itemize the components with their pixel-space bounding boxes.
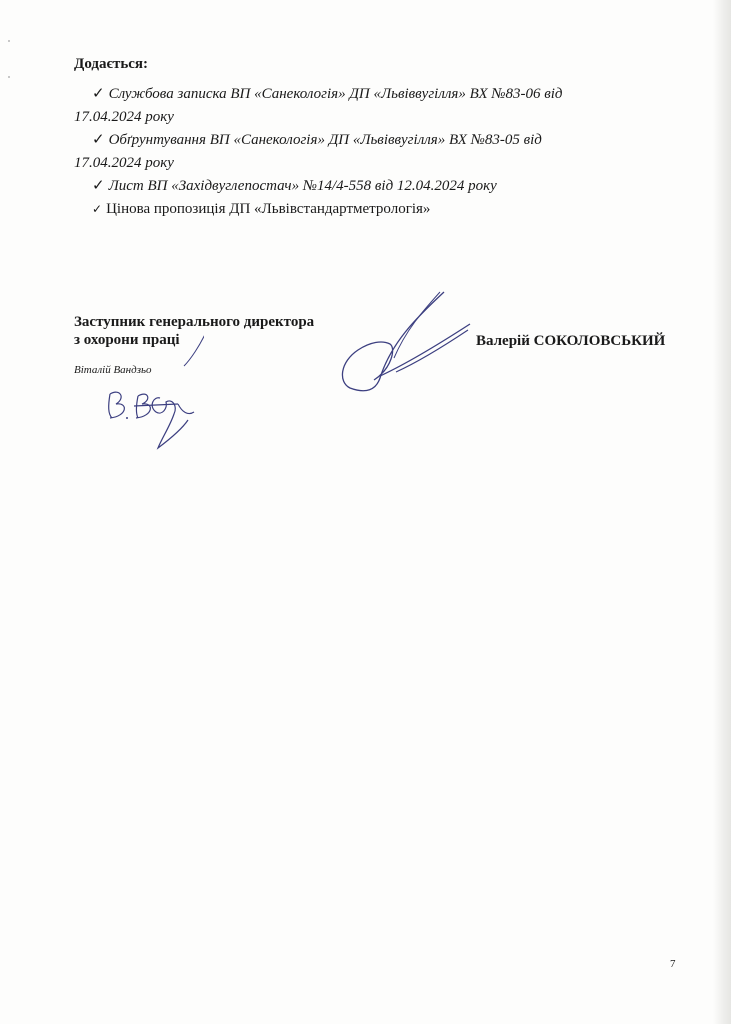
attachment-text: Цінова пропозиція ДП «Львівстандартметрологія» (106, 201, 431, 217)
attachments-list (74, 83, 674, 221)
attachment-item (74, 198, 674, 221)
checkmark-icon: ✓ (92, 132, 105, 148)
signer-position-line1: Заступник генерального директора (74, 314, 315, 330)
attachment-item (74, 83, 674, 129)
page-number: 7 (670, 958, 676, 970)
attachment-text-continued: 17.04.2024 року (74, 155, 174, 171)
attachment-text-continued: 17.04.2024 року (74, 109, 174, 125)
scan-edge-shadow (713, 0, 731, 1024)
director-signature-icon (336, 288, 476, 398)
checkmark-icon: ✓ (92, 86, 105, 102)
checkmark-icon: ✓ (92, 178, 105, 194)
attachment-text: Обґрунтування ВП «Санекологія» ДП «Львіввугілля» ВХ №83-05 від (108, 132, 542, 148)
signer-name: Валерій СОКОЛОВСЬКИЙ (476, 333, 666, 349)
attachments-heading: Додається: (74, 56, 149, 72)
attachment-item (74, 175, 674, 198)
executor-name: Віталій Вандзьо (74, 364, 152, 376)
scan-speck (8, 40, 10, 42)
attachment-text: Службова записка ВП «Санекологія» ДП «Львіввугілля» ВХ №83-06 від (108, 86, 563, 102)
signer-position-line2: з охорони праці (74, 332, 180, 348)
executor-initials-signature-icon (104, 326, 204, 454)
attachment-item (74, 129, 674, 175)
attachment-text: Лист ВП «Західвуглепостач» №14/4-558 від 12.04.2024 року (108, 178, 497, 194)
checkmark-icon: ✓ (92, 202, 103, 216)
scan-speck (8, 76, 10, 78)
